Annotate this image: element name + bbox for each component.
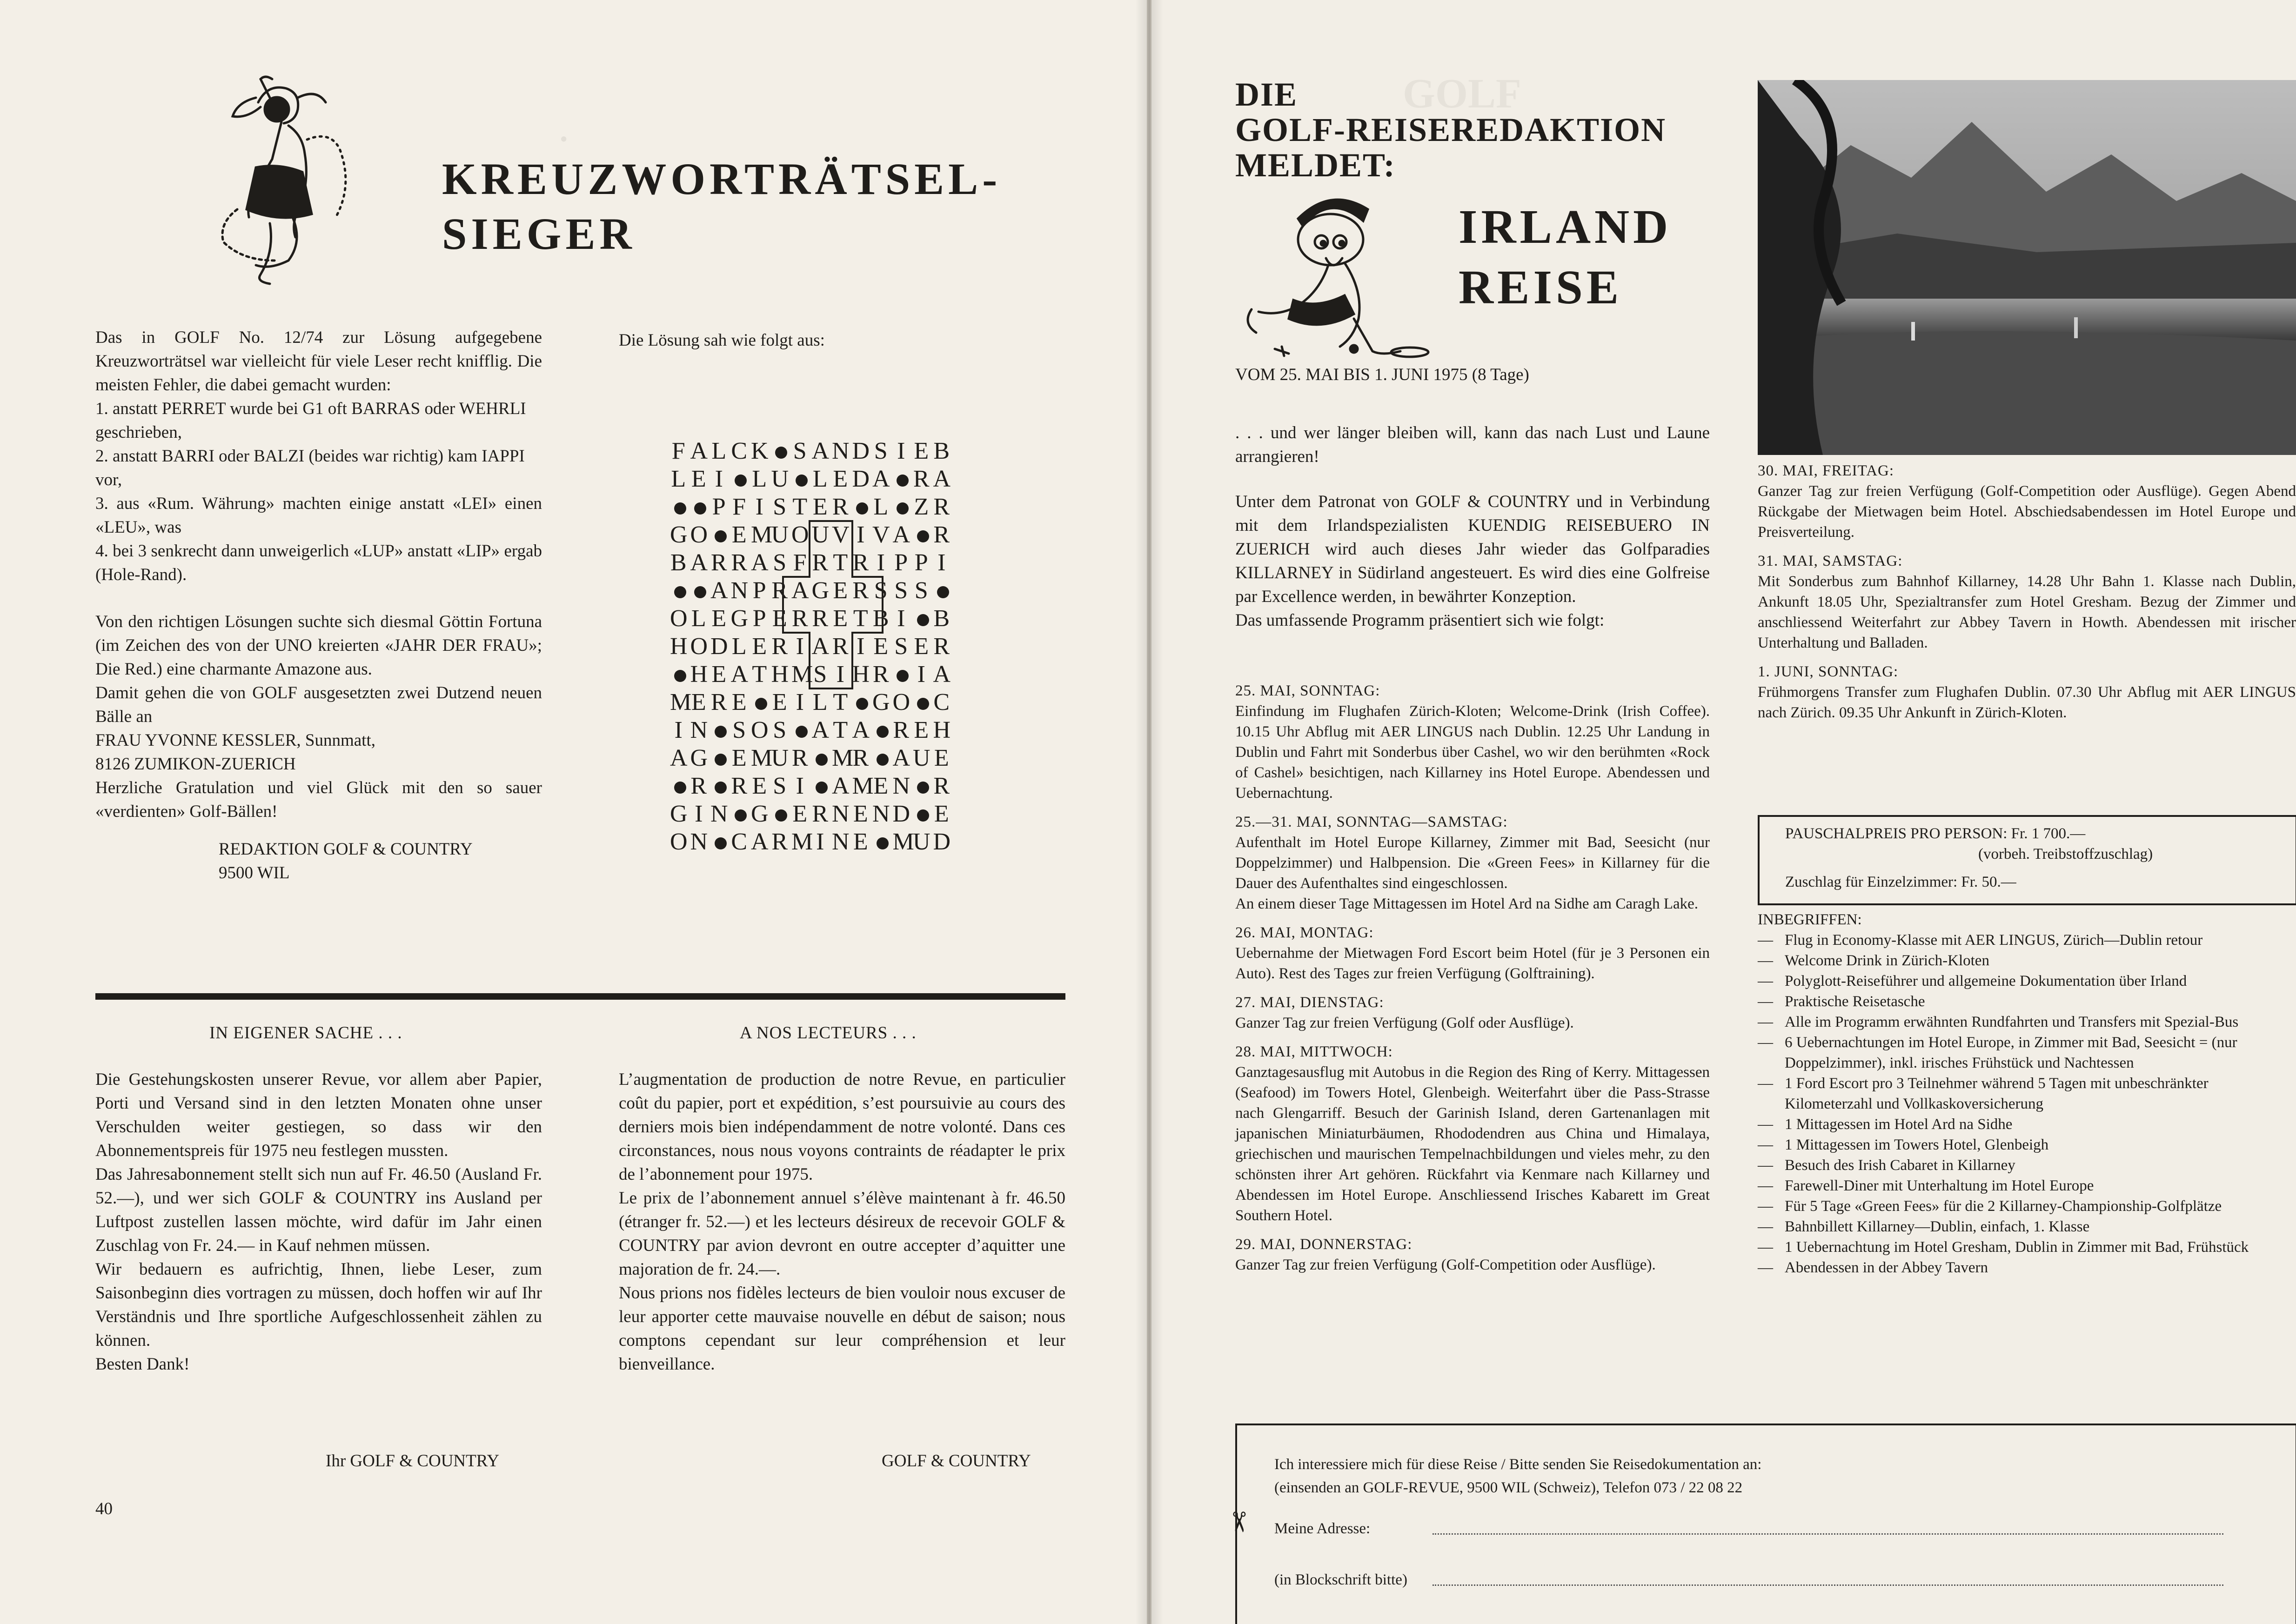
crossword-letter: A	[690, 549, 711, 576]
included-item: — Besuch des Irish Cabaret in Killarney	[1758, 1155, 2296, 1176]
crossword-letter: N	[690, 829, 711, 855]
crossword-letter: R	[852, 577, 872, 604]
crossword-letter: E	[914, 633, 932, 660]
crossword-letter: R	[791, 745, 811, 771]
crossword-letter: R	[812, 549, 832, 576]
intro-paragraph: Das in GOLF No. 12/74 zur Lösung aufgegebene Kreuzworträtsel war vielleicht für viele Leser recht knifflig. Die meisten Fehler, die dabei gemacht wurden:	[95, 328, 542, 394]
trip-dates: VOM 25. MAI BIS 1. JUNI 1975 (8 Tage)	[1235, 365, 1529, 384]
crossword-letter: E	[812, 494, 831, 520]
crossword-letter: P	[712, 494, 729, 520]
crossword-letter: E	[873, 633, 892, 660]
crossword-letter: A	[832, 773, 853, 799]
crossword-letter: S	[773, 549, 790, 576]
sec-eigener-sache-sign: Ihr GOLF & COUNTRY	[326, 1451, 500, 1470]
crossword-letter: I	[897, 605, 909, 632]
crossword-letter: T	[833, 549, 851, 576]
crossword-letter: E	[731, 745, 750, 771]
crossword-letter: T	[833, 717, 851, 743]
crossword-letter: B	[933, 605, 953, 632]
crossword-letter: O	[690, 521, 711, 548]
center-gutter	[1135, 0, 1163, 1624]
crossword-letter: I	[836, 661, 848, 688]
crossword-letter: A	[710, 577, 731, 604]
day-heading: 29. MAI, DONNERSTAG:	[1235, 1236, 1412, 1253]
crossword-letter: S	[894, 633, 911, 660]
scissors-icon: ✂	[1223, 1510, 1254, 1534]
itinerary-day	[1758, 461, 2296, 542]
day-text: Mit Sonderbus zum Bahnhof Killarney, 14.28 Uhr Bahn 1. Klasse nach Dublin, Ankunft 18.05 Uhr, Spezialtransfer zum Hotel Gresham. Bezug der Zimmer und anschliessend Weiterfahrt zur Abbey Tavern in Howth. Abendessen mit irischer Unterhaltung und Balladen.	[1758, 573, 2296, 651]
crossword-letter: S	[914, 577, 931, 604]
reise-title: REISE	[1459, 261, 1623, 314]
sec-eigener-sache-text: Die Gestehungskosten unserer Revue, vor allem aber Papier, Porti und Versand sind in den letzten Monaten ohne unser Verschulden weiter gestiegen, so dass wir den Abonnementspreis für 1975 neu festlegen mussten. Das Jahresabonnement stellt sich nun auf Fr. 46.50 (Ausland Fr. 52.—), und wer sich GOLF & COUNTRY ins Ausland per Luftpost zustellen lassen möchte, wird dafür im Jahr einen Zuschlag von Fr. 24.— in Kauf nehmen müssen. Wir bedauern es aufrichtig, Ihnen, liebe Leser, zum Saisonbeginn dies vortragen zu müssen, doch hoffen wir auf Ihr Verständnis und Ihre sportliche Aufgeschlossenheit zählen zu können. Besten Dank!	[95, 1070, 542, 1374]
itinerary-day	[1235, 1042, 1710, 1226]
crossword-letter: D	[852, 466, 873, 492]
crossword-letter: R	[933, 494, 953, 520]
crossword-letter: S	[874, 577, 891, 604]
crossword-letter: R	[731, 549, 751, 576]
trip-intro: . . . und wer länger bleiben will, kann das nach Lust und Laune arrangieren!	[1235, 423, 1710, 466]
crossword-letter: R	[933, 521, 953, 548]
spacer	[95, 587, 542, 610]
spacer	[95, 823, 542, 837]
intro-item-4: 4. bei 3 senkrecht dann unweigerlich «LUP» anstatt «LIP» ergab (Hole-Rand).	[95, 541, 542, 584]
crossword-letter: E	[731, 521, 750, 548]
heading-line-1: DIE	[1235, 76, 1298, 113]
intro-item-1: 1. anstatt PERRET wurde bei G1 oft BARRAS oder WEHRLI geschrieben,	[95, 399, 526, 442]
crossword-letter: D	[852, 438, 873, 464]
itinerary-day	[1758, 551, 2296, 653]
itinerary-col2	[1758, 456, 2296, 723]
crossword-letter: R	[852, 549, 872, 576]
crossword-letter: F	[793, 549, 810, 576]
killarney-photo	[1758, 80, 2296, 455]
crossword-letter: E	[691, 466, 710, 492]
day-text: Ganzer Tag zur freien Verfügung (Golf-Competition oder Ausflüge).	[1235, 1256, 1656, 1273]
crossword-letter: H	[670, 633, 691, 660]
crossword-letter: I	[877, 549, 888, 576]
prize-paragraph: Damit gehen die von GOLF ausgesetzten zwei Dutzend neuen Bälle an	[95, 683, 542, 726]
crossword-letter: L	[812, 689, 831, 715]
crossword-letter: H	[933, 717, 954, 743]
crossword-letter: A	[811, 633, 833, 660]
crossword-letter: M	[791, 661, 817, 688]
crossword-letter: H	[690, 661, 711, 688]
sec-eigener-sache-title: IN EIGENER SACHE . . .	[209, 1023, 402, 1043]
crossword-letter: A	[730, 661, 752, 688]
crossword-letter: E	[792, 801, 811, 827]
congratulation: Herzliche Gratulation und viel Glück mit den so sauer «verdienten» Golf-Bällen!	[95, 778, 542, 821]
sec-lecteurs-sign: GOLF & COUNTRY	[882, 1451, 1031, 1470]
crossword-letter: C	[933, 689, 953, 715]
crossword-letter: R	[710, 689, 730, 715]
heading-line-2: GOLF-REISEREDAKTION	[1235, 111, 1667, 148]
crossword-letter: E	[833, 605, 851, 632]
included-item: — 6 Uebernachtungen im Hotel Europe, in Zimmer mit Bad, Seesicht = (nur Doppelzimmer), inkl. irisches Frühstück und Nachtessen	[1758, 1032, 2296, 1073]
crossword-letter: U	[771, 521, 792, 548]
crossword-letter: B	[670, 549, 690, 576]
day-text: Aufenthalt im Hotel Europe Killarney, Zimmer mit Bad, Seesicht (nur Doppelzimmer) und Halbpension. Die «Green Fees» in Killarney für die Dauer des Aufenthaltes sind eingeschlossen. An einem dieser Tage Mittagessen im Hotel Ard na Sidhe am Caragh Lake.	[1235, 834, 1710, 912]
itinerary-col1	[1235, 672, 1710, 1275]
included-item: — Farewell-Diner mit Unterhaltung im Hotel Europe	[1758, 1176, 2296, 1196]
crossword-letter: A	[872, 466, 893, 492]
crossword-letter: E	[833, 466, 851, 492]
day-heading: 1. JUNI, SONNTAG:	[1758, 663, 1899, 680]
block-letters-note: (in Blockschrift bitte)	[1274, 1571, 1407, 1588]
crossword-letter: G	[811, 577, 833, 604]
included-item: — 1 Ford Escort pro 3 Teilnehmer während 5 Tagen mit unbeschränkter Kilometerzahl und Vollkaskoversicherung	[1758, 1073, 2296, 1114]
page-number: 40	[95, 1499, 113, 1518]
crossword-letter: O	[791, 521, 812, 548]
crossword-letter: T	[833, 689, 851, 715]
crossword-letter: I	[857, 633, 868, 660]
crossword-letter: N	[690, 717, 711, 743]
crossword-letter: V	[832, 521, 853, 548]
crossword-letter: E	[934, 801, 952, 827]
crossword-letter: N	[872, 801, 893, 827]
crossword-letter: M	[791, 829, 817, 855]
price-single-room: Zuschlag für Einzelzimmer: Fr. 50.—	[1785, 874, 2016, 890]
crossword-letter: S	[773, 773, 790, 799]
crossword-letter: R	[812, 801, 832, 827]
included-title: INBEGRIFFEN:	[1758, 911, 1862, 928]
crossword-letter: E	[914, 717, 932, 743]
included-item: — Bahnbillett Killarney—Dublin, einfach, 1. Klasse	[1758, 1216, 2296, 1237]
included-item: — Flug in Economy-Klasse mit AER LINGUS, Zürich—Dublin retour	[1758, 930, 2296, 950]
included-item: — Polyglott-Reiseführer und allgemeine Dokumentation über Irland	[1758, 971, 2296, 991]
crossword-letter: O	[670, 829, 691, 855]
crossword-letter: N	[730, 577, 752, 604]
section-heading	[1235, 77, 1747, 183]
day-heading: 27. MAI, DIENSTAG:	[1235, 994, 1384, 1011]
crossword-letter: M	[670, 689, 695, 715]
included-item: — Abendessen in der Abbey Tavern	[1758, 1257, 2296, 1278]
crossword-letter: N	[710, 801, 731, 827]
crossword-letter: R	[710, 549, 730, 576]
price-box	[1758, 815, 2296, 905]
crossword-letter: M	[751, 521, 776, 548]
crossword-letter: E	[752, 773, 770, 799]
day-heading: 25.—31. MAI, SONNTAG—SAMSTAG:	[1235, 814, 1508, 830]
crossword-letter: R	[690, 773, 710, 799]
crossword-letter: E	[914, 438, 932, 464]
crossword-letter: G	[730, 605, 752, 632]
crossword-letter: E	[853, 829, 871, 855]
crossword-letter: L	[812, 466, 831, 492]
included-item: — Welcome Drink in Zürich-Kloten	[1758, 950, 2296, 971]
crossword-letter: E	[772, 689, 790, 715]
crossword-letter: N	[892, 773, 914, 799]
intro-item-2: 2. anstatt BARRI oder BALZI (beides war richtig) kam IAPPI vor,	[95, 447, 525, 489]
crossword-letter: S	[813, 661, 830, 688]
day-text: Einfindung im Flughafen Zürich-Kloten; Welcome-Drink (Irish Coffee). 10.15 Uhr Abflug mit AER LINGUS nach Dublin. 12.25 Uhr Landung in Dublin und Fahrt mit Sonderbus über Cashel, wo wir den berühmten «Rock of Cashel» besichtigen, nach Killarney ins Hotel Europe. Abendessen und Uebernachtung.	[1235, 703, 1710, 802]
itinerary-day	[1235, 681, 1710, 803]
address-label: Meine Adresse:	[1274, 1520, 1371, 1537]
crossword-letter: G	[872, 689, 893, 715]
crossword-letter: S	[793, 438, 810, 464]
signoff-city: 9500 WIL	[219, 863, 290, 882]
crossword-letter: I	[755, 494, 767, 520]
crossword-letter: P	[914, 549, 931, 576]
crossword-letter: H	[852, 661, 873, 688]
crossword-letter: E	[772, 605, 790, 632]
crossword-letter: R	[893, 717, 913, 743]
day-heading: 28. MAI, MITTWOCH:	[1235, 1043, 1393, 1060]
crossword-letter: M	[892, 829, 917, 855]
right-page	[1151, 0, 2296, 1624]
price-note: (vorbeh. Treibstoffzuschlag)	[1978, 846, 2153, 862]
crossword-letter: S	[874, 438, 891, 464]
crossword-letter: P	[894, 549, 911, 576]
crossword-letter: A	[811, 438, 833, 464]
crossword-letter: S	[773, 494, 790, 520]
show-through-left: ·	[558, 121, 569, 157]
crossword-letter: A	[811, 717, 833, 743]
address-input[interactable]	[1432, 1533, 2223, 1535]
intro-item-3: 3. aus «Rum. Währung» machten einige anstatt «LEI» einen «LEU», was	[95, 494, 542, 537]
crossword-letter: A	[791, 577, 812, 604]
crossword-letter: L	[691, 605, 710, 632]
crossword-letter: Z	[914, 494, 932, 520]
crossword-letter: I	[796, 689, 807, 715]
fortuna-paragraph: Von den richtigen Lösungen suchte sich diesmal Göttin Fortuna (im Zeichen des von der UNO kreierten «JAHR DER FRAU»; Die Red.) eine charmante Amazone aus.	[95, 612, 542, 679]
crossword-letter: A	[892, 745, 914, 771]
winner-name: FRAU YVONNE KESSLER, Sunnmatt,	[95, 731, 375, 750]
crossword-letter: R	[771, 633, 791, 660]
winner-address: 8126 ZUMIKON-ZUERICH	[95, 755, 296, 774]
crossword-letter: M	[751, 745, 776, 771]
title-line-2: SIEGER	[442, 209, 636, 259]
day-text: Ganzer Tag zur freien Verfügung (Golf oder Ausflüge).	[1235, 1015, 1574, 1031]
crossword-letter: L	[711, 438, 730, 464]
crossword-letter: E	[934, 745, 952, 771]
flapper-illustration	[200, 70, 395, 293]
crossword-letter: A	[933, 661, 954, 688]
coupon-request: Ich interessiere mich für diese Reise / Bitte senden Sie Reisedokumentation an:	[1274, 1456, 1762, 1473]
crossword-letter: R	[933, 633, 953, 660]
crossword-letter: N	[832, 438, 853, 464]
crossword-letter: R	[771, 577, 791, 604]
winner-article	[95, 326, 542, 885]
crossword-letter: L	[873, 494, 892, 520]
included-item: — 1 Uebernachtung im Hotel Gresham, Dublin in Zimmer mit Bad, Frühstück	[1758, 1237, 2296, 1257]
order-coupon[interactable]	[1223, 1424, 2296, 1624]
crossword-letter: I	[857, 521, 868, 548]
show-through-right: GOLF	[1403, 71, 1522, 117]
crossword-letter: A	[933, 466, 954, 492]
crossword-letter: A	[751, 549, 772, 576]
day-heading: 25. MAI, SONNTAG:	[1235, 682, 1380, 699]
crossword-letter: T	[853, 605, 871, 632]
crossword-letter: R	[832, 494, 852, 520]
crossword-letter: U	[811, 521, 833, 548]
coupon-send-to: (einsenden an GOLF-REVUE, 9500 WIL (Schweiz), Telefon 073 / 22 08 22	[1274, 1479, 1743, 1496]
price-main: PAUSCHALPREIS PRO PERSON: Fr. 1 700.—	[1785, 825, 2086, 842]
crossword-letter: A	[852, 717, 873, 743]
crossword-letter: R	[812, 605, 832, 632]
crossword-letter: E	[853, 801, 871, 827]
crossword-letter: E	[711, 605, 730, 632]
crossword-letter: B	[872, 605, 892, 632]
crossword-letter: R	[771, 829, 791, 855]
section-divider	[95, 993, 1065, 1000]
included-item: — Praktische Reisetasche	[1758, 991, 2296, 1012]
crossword-letter: R	[791, 605, 811, 632]
crossword-letter: O	[690, 633, 711, 660]
crossword-letter: E	[833, 577, 851, 604]
crossword-letter: F	[671, 438, 689, 464]
heading-line-3: MELDET:	[1235, 147, 1396, 184]
crossword-letter: O	[892, 689, 914, 715]
crossword-letter: S	[773, 717, 790, 743]
itinerary-day	[1235, 812, 1710, 914]
crossword-letter: G	[690, 745, 711, 771]
day-text: Ganztagesausflug mit Autobus in die Region des Ring of Kerry. Mittagessen (Seafood) im Towers Hotel, Glenbeigh. Weiterfahrt über die Pass-Strasse nach Glengarriff. Besuch der Garinish Island, deren Gartenanlagen mit japanischen Miniaturbäumen, Rhododendren aus China und Himalaya, griechischen und maurischen Tempelnachbildungen und vieles mehr, zu den schönsten ihrer Art gehören. Rückfahrt via Kenmare nach Killarney und Abendessen im Hotel Europe. Anschliessend Irisches Kabarett im Great Southern Hotel.	[1235, 1064, 1710, 1224]
address-input-2[interactable]	[1432, 1584, 2223, 1586]
crossword-letter: I	[897, 438, 909, 464]
crossword-letter: E	[873, 773, 892, 799]
crossword-letter: L	[731, 633, 750, 660]
crossword-letter: U	[913, 745, 934, 771]
crossword-letter: A	[751, 829, 772, 855]
crossword-letter: R	[731, 773, 751, 799]
crossword-letter: P	[752, 577, 770, 604]
crossword-letter: U	[771, 745, 792, 771]
crossword-letter: T	[752, 661, 770, 688]
crossword-letter: U	[913, 829, 934, 855]
crossword-letter: O	[751, 717, 772, 743]
crossword-letter: I	[816, 829, 828, 855]
crossword-letter: I	[917, 661, 929, 688]
crossword-letter: I	[937, 549, 949, 576]
crossword-letter: D	[933, 829, 954, 855]
crossword-letter: I	[674, 717, 686, 743]
included-list	[1758, 930, 2296, 1278]
crossword-letter: M	[832, 745, 857, 771]
included-section	[1758, 909, 2296, 1278]
crossword-letter: N	[832, 801, 853, 827]
crossword-letter: R	[933, 773, 953, 799]
included-item: — Alle im Programm erwähnten Rundfahrten und Transfers mit Spezial-Bus	[1758, 1012, 2296, 1032]
day-heading: 26. MAI, MONTAG:	[1235, 924, 1374, 941]
day-heading: 30. MAI, FREITAG:	[1758, 462, 1894, 479]
crossword-letter: F	[732, 494, 750, 520]
itinerary-day	[1235, 922, 1710, 984]
crossword-letter: I	[715, 466, 726, 492]
crossword-letter: O	[670, 605, 691, 632]
golfer-cartoon	[1238, 188, 1456, 370]
crossword-letter: H	[771, 661, 792, 688]
crossword-letter: A	[670, 745, 691, 771]
crossword-letter: L	[671, 466, 689, 492]
left-page	[0, 0, 1147, 1624]
crossword-letter: R	[852, 745, 872, 771]
crossword-letter: G	[670, 521, 691, 548]
included-item: — Für 5 Tage «Green Fees» für die 2 Killarney-Championship-Golfplätze	[1758, 1196, 2296, 1216]
crossword-letter: P	[752, 605, 770, 632]
crossword-letter: G	[751, 801, 772, 827]
itinerary-day	[1235, 1234, 1710, 1275]
crossword-letter: E	[752, 633, 770, 660]
crossword-letter: I	[796, 773, 807, 799]
irland-title: IRLAND	[1459, 200, 1672, 254]
signoff-editorial: REDAKTION GOLF & COUNTRY	[219, 840, 473, 859]
crossword-letter: I	[695, 801, 706, 827]
crossword-letter: E	[711, 661, 730, 688]
crossword-letter: A	[690, 438, 711, 464]
crossword-letter: G	[670, 801, 691, 827]
crossword-letter: E	[691, 689, 710, 715]
crossword-letter: S	[732, 717, 750, 743]
crossword-letter: S	[894, 577, 911, 604]
crossword-letter: K	[751, 438, 772, 464]
crossword-letter: T	[792, 494, 811, 520]
day-text: Ganzer Tag zur freien Verfügung (Golf-Competition oder Ausflüge). Gegen Abend Rückgabe der Mietwagen beim Hotel. Abschiedsabendessen im Hotel Europe und Preisverteilung.	[1758, 483, 2296, 541]
crossword-letter: C	[731, 829, 751, 855]
day-text: Frühmorgens Transfer zum Flughafen Dublin. 07.30 Uhr Abflug mit AER LINGUS nach Zürich. 09.35 Uhr Ankunft in Zürich-Kloten.	[1758, 684, 2296, 721]
crossword-letter: R	[913, 466, 933, 492]
solution-label: Die Lösung sah wie folgt aus:	[619, 331, 825, 350]
crossword-highlight-frame	[670, 437, 1024, 856]
crossword-letter: A	[892, 521, 914, 548]
crossword-letter: M	[852, 773, 877, 799]
crossword-letter: I	[796, 633, 807, 660]
crossword-letter: R	[872, 661, 892, 688]
included-item: — 1 Mittagessen im Hotel Ard na Sidhe	[1758, 1114, 2296, 1135]
crossword-letter: D	[892, 801, 914, 827]
trip-description: Unter dem Patronat von GOLF & COUNTRY und in Verbindung mit dem Irlandspezialisten KUENDIG REISEBUERO IN ZUERICH wird auch dieses Jahr wieder das Golfparadies KILLARNEY in Südirland angesteuert. Es wird dies eine Golfreise par Excellence werden, in bewährter Konzeption. Das umfassende Programm präsentiert sich wie folgt:	[1235, 492, 1710, 630]
included-item: — 1 Mittagessen im Towers Hotel, Glenbeigh	[1758, 1135, 2296, 1155]
day-text: Uebernahme der Mietwagen Ford Escort beim Hotel (für je 3 Personen ein Auto). Rest des Tages zur freien Verfügung (Golftraining).	[1235, 945, 1710, 982]
title-line-1: KREUZWORTRÄTSEL-	[442, 154, 1002, 204]
crossword-letter: V	[872, 521, 893, 548]
sec-lecteurs-text: L’augmentation de production de notre Revue, en particulier coût du papier, port et expédition, s’est poursuivie au cours des derniers mois bien indépendamment de notre volonté. Dans ces circonstances, nous nous voyons contraints de réadapter le prix de l’abonnement pour 1975. Le prix de l’abonnement annuel s’élève maintenant à fr. 46.50 (étranger fr. 52.—) et les lecteurs désireux de recevoir GOLF & COUNTRY par avion devront en outre accepter d’aquitter une majoration de fr. 24.—. Nous prions nos fidèles lecteurs de bien vouloir nous excuser de leur apporter cette mauvaise nouvelle en début de saison; nous comptons cependant sur leur compréhension et leur bienveillance.	[619, 1070, 1065, 1374]
crossword-letter: B	[933, 438, 953, 464]
crossword-letter: D	[710, 633, 731, 660]
itinerary-day	[1235, 992, 1710, 1033]
sec-lecteurs-title: A NOS LECTEURS . . .	[740, 1023, 917, 1043]
crossword-letter: E	[731, 689, 750, 715]
itinerary-day	[1758, 662, 2296, 723]
day-heading: 31. MAI, SAMSTAG:	[1758, 553, 1903, 569]
crossword-letter: R	[832, 633, 852, 660]
crossword-letter: C	[731, 438, 751, 464]
page-title	[442, 152, 1093, 261]
crossword-letter: L	[752, 466, 770, 492]
crossword-letter: U	[771, 466, 792, 492]
crossword-letter: N	[832, 829, 853, 855]
